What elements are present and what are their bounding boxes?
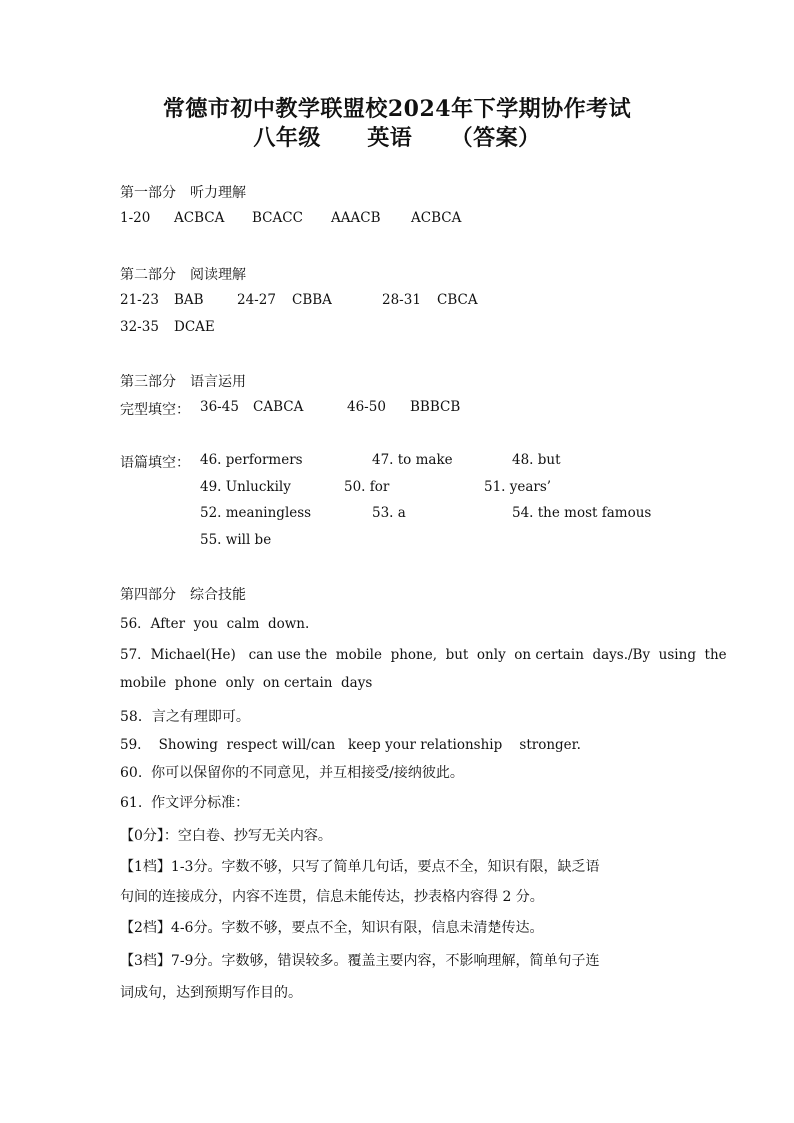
part2-heading: 第二部分 阅读理解: [120, 267, 246, 283]
rubric-grade-1-line2: 句间的连接成分，内容不连贯，信息未能传达，抄表格内容得 2 分。: [120, 889, 544, 905]
part2-range-3: 28-31: [382, 292, 421, 308]
cloze-label: 完型填空：: [120, 402, 190, 418]
answer-57-line1: 57．Michael(He) can use the mobile phone, but only on certain days./By using the: [120, 647, 727, 663]
part1-group-4: ACBCA: [411, 210, 462, 226]
part2-range-1: 21-23: [120, 292, 159, 308]
grade-label: 八年级: [253, 125, 321, 151]
passage-answer-46: 46. performers: [200, 452, 303, 468]
cloze-range-1: 36-45: [200, 399, 239, 415]
passage-label: 语篇填空：: [120, 455, 190, 471]
passage-answer-52: 52. meaningless: [200, 505, 312, 521]
part2-answer-3: CBCA: [437, 292, 478, 308]
answer-note: （答案）: [450, 125, 541, 151]
answer-60: 60. 你可以保留你的不同意见，并互相接受/接纳彼此。: [120, 765, 464, 781]
passage-answer-51: 51. years’: [484, 479, 552, 495]
passage-answer-55: 55. will be: [200, 532, 272, 548]
part1-heading: 第一部分 听力理解: [120, 185, 246, 201]
passage-answer-49: 49. Unluckily: [200, 479, 291, 495]
answer-56: 56．After you calm down.: [120, 616, 310, 632]
cloze-answer-2: BBBCB: [410, 399, 461, 415]
passage-answer-54: 54. the most famous: [512, 505, 652, 521]
rubric-grade-3-line2: 词成句，达到预期写作目的。: [120, 985, 302, 1001]
rubric-grade-0: 【0分】：空白卷、抄写无关内容。: [120, 828, 332, 844]
part2-range-2: 24-27: [237, 292, 276, 308]
answer-59: 59. Showing respect will/can keep your relationship stronger.: [120, 737, 581, 753]
cloze-range-2: 46-50: [347, 399, 386, 415]
part1-range: 1-20: [120, 210, 151, 226]
cloze-answer-1: CABCA: [253, 399, 304, 415]
answer-61: 61. 作文评分标准：: [120, 795, 250, 811]
exam-subtitle: [0, 121, 794, 152]
passage-answer-53: 53. a: [372, 505, 406, 521]
rubric-grade-2: 【2档】4-6分。字数不够，要点不全，知识有限，信息未清楚传达。: [120, 920, 544, 936]
answer-57-line2: mobile phone only on certain days: [120, 675, 373, 691]
answer-58: 58．言之有理即可。: [120, 709, 250, 725]
part1-group-2: BCACC: [252, 210, 303, 226]
part1-group-1: ACBCA: [174, 210, 225, 226]
part2-answer-4: DCAE: [174, 319, 215, 335]
part2-range-4: 32-35: [120, 319, 159, 335]
rubric-grade-1-line1: 【1档】1-3分。字数不够，只写了简单几句话，要点不全，知识有限，缺乏语: [120, 859, 600, 875]
rubric-grade-3-line1: 【3档】7-9分。字数够，错误较多。覆盖主要内容，不影响理解，简单句子连: [120, 953, 600, 969]
passage-answer-48: 48. but: [512, 452, 561, 468]
part2-answer-1: BAB: [174, 292, 204, 308]
part3-heading: 第三部分 语言运用: [120, 374, 246, 390]
part1-group-3: AAACB: [331, 210, 381, 226]
passage-answer-50: 50. for: [344, 479, 390, 495]
subject-label: 英语: [367, 125, 413, 151]
part2-answer-2: CBBA: [292, 292, 332, 308]
passage-answer-47: 47. to make: [372, 452, 453, 468]
part4-heading: 第四部分 综合技能: [120, 587, 246, 603]
exam-title: 常德市初中教学联盟校2024年下学期协作考试: [162, 96, 632, 122]
